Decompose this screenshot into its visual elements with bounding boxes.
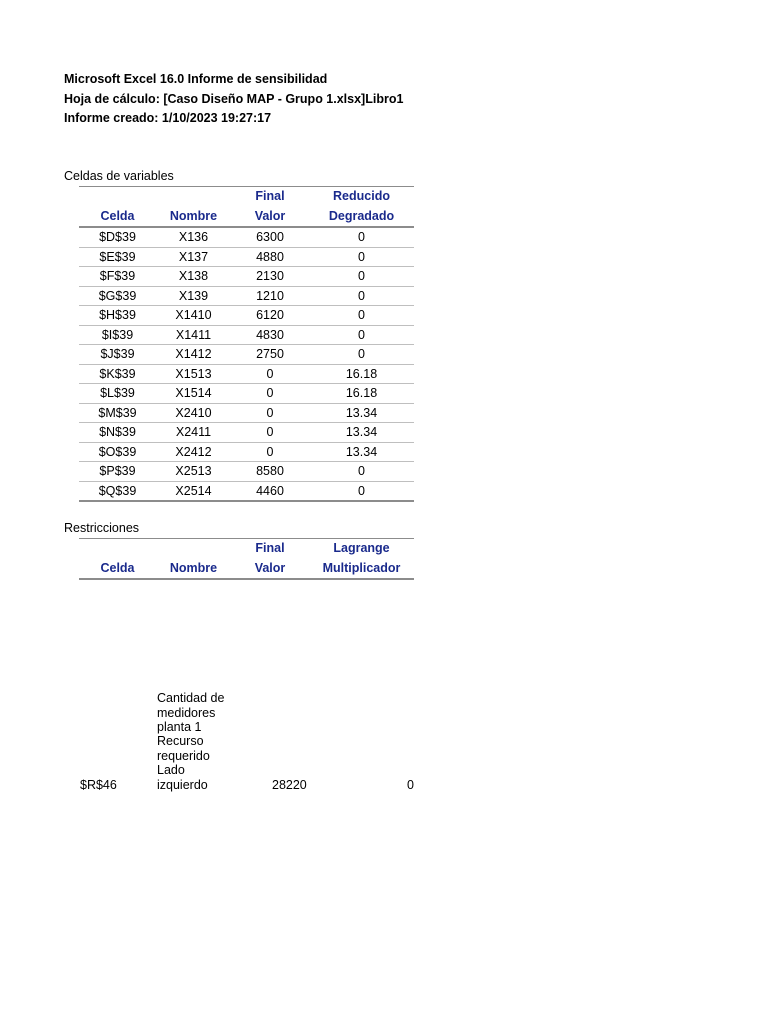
cell-degradado: 13.34: [309, 423, 414, 443]
cell-celda: $O$39: [79, 442, 156, 462]
header-final: Final: [231, 187, 309, 207]
table-row: [79, 267, 414, 287]
cell-valor: 4460: [231, 481, 309, 501]
header-lagrange: Lagrange: [309, 539, 414, 559]
restricciones-section-label: Restricciones: [64, 521, 140, 535]
variables-table: [79, 186, 414, 502]
header-nombre: Nombre: [156, 207, 231, 228]
cell-degradado: 0: [309, 247, 414, 267]
cell-nombre: X1514: [156, 384, 231, 404]
restricciones-header-row-1: [79, 539, 414, 559]
header-valor: Valor: [231, 559, 309, 580]
header-multiplicador: Multiplicador: [309, 559, 414, 580]
header-final: Final: [231, 539, 309, 559]
header-valor: Valor: [231, 207, 309, 228]
cell-valor: 0: [231, 384, 309, 404]
cell-celda: $Q$39: [79, 481, 156, 501]
cell-degradado: 0: [309, 306, 414, 326]
header-celda: Celda: [79, 559, 156, 580]
cell-nombre: X2411: [156, 423, 231, 443]
cell-valor: 8580: [231, 462, 309, 482]
variables-section-label: Celdas de variables: [64, 169, 174, 183]
cell-nombre: X2410: [156, 403, 231, 423]
cell-celda: $F$39: [79, 267, 156, 287]
cell-valor: 0: [231, 442, 309, 462]
cell-celda: $J$39: [79, 345, 156, 365]
restricciones-table: [79, 538, 414, 580]
header-nombre: Nombre: [156, 559, 231, 580]
cell-valor: 4830: [231, 325, 309, 345]
cell-nombre: X136: [156, 227, 231, 247]
table-row: [79, 247, 414, 267]
table-row: [79, 481, 414, 501]
table-row: [79, 442, 414, 462]
table-row: [79, 403, 414, 423]
cell-nombre: X138: [156, 267, 231, 287]
table-row: [79, 462, 414, 482]
cell-degradado: 0: [309, 286, 414, 306]
cell-celda: $I$39: [79, 325, 156, 345]
nombre-line: requerido: [157, 748, 210, 763]
cell-valor: 0: [231, 403, 309, 423]
cell-nombre: X139: [156, 286, 231, 306]
restriccion-celda: $R$46: [80, 778, 117, 792]
cell-degradado: 13.34: [309, 442, 414, 462]
cell-celda: $N$39: [79, 423, 156, 443]
cell-nombre: X137: [156, 247, 231, 267]
restriccion-multiplicador: 0: [407, 778, 414, 792]
table-row: [79, 423, 414, 443]
cell-valor: 0: [231, 364, 309, 384]
cell-valor: 4880: [231, 247, 309, 267]
cell-valor: 6300: [231, 227, 309, 247]
variables-header-row-2: [79, 207, 414, 228]
report-worksheet: Hoja de cálculo: [Caso Diseño MAP - Grupo 1.xlsx]Libro1: [64, 91, 404, 106]
cell-nombre: X1411: [156, 325, 231, 345]
cell-nombre: X2513: [156, 462, 231, 482]
restriccion-row: [0, 688, 768, 792]
nombre-line: medidores: [157, 705, 216, 720]
restriccion-nombre: [157, 691, 237, 792]
table-row: [79, 384, 414, 404]
cell-celda: $E$39: [79, 247, 156, 267]
cell-celda: $G$39: [79, 286, 156, 306]
cell-celda: $D$39: [79, 227, 156, 247]
restricciones-header-row-2: [79, 559, 414, 580]
cell-degradado: 0: [309, 481, 414, 501]
table-row: [79, 364, 414, 384]
cell-valor: 0: [231, 423, 309, 443]
nombre-line: izquierdo: [157, 777, 208, 792]
cell-celda: $H$39: [79, 306, 156, 326]
cell-degradado: 0: [309, 227, 414, 247]
cell-degradado: 16.18: [309, 384, 414, 404]
table-row: [79, 345, 414, 365]
cell-celda: $K$39: [79, 364, 156, 384]
report-header: [64, 70, 403, 129]
report-title: Microsoft Excel 16.0 Informe de sensibilidad: [64, 72, 328, 86]
cell-valor: 1210: [231, 286, 309, 306]
nombre-line: Cantidad de: [157, 691, 225, 706]
cell-nombre: X2412: [156, 442, 231, 462]
header-degradado: Degradado: [309, 207, 414, 228]
cell-degradado: 0: [309, 325, 414, 345]
cell-nombre: X1513: [156, 364, 231, 384]
table-row: [79, 286, 414, 306]
cell-celda: $M$39: [79, 403, 156, 423]
nombre-line: planta 1: [157, 719, 202, 734]
cell-degradado: 0: [309, 462, 414, 482]
table-row: [79, 227, 414, 247]
cell-nombre: X1410: [156, 306, 231, 326]
cell-degradado: 0: [309, 345, 414, 365]
cell-nombre: X1412: [156, 345, 231, 365]
cell-valor: 6120: [231, 306, 309, 326]
restriccion-valor: 28220: [272, 778, 307, 792]
cell-nombre: X2514: [156, 481, 231, 501]
table-row: [79, 325, 414, 345]
cell-valor: 2130: [231, 267, 309, 287]
cell-celda: $L$39: [79, 384, 156, 404]
variables-header-row-1: [79, 187, 414, 207]
cell-degradado: 13.34: [309, 403, 414, 423]
report-created: Informe creado: 1/10/2023 19:27:17: [64, 111, 272, 125]
nombre-line: Recurso: [157, 734, 204, 749]
header-celda: Celda: [79, 207, 156, 228]
cell-valor: 2750: [231, 345, 309, 365]
cell-degradado: 16.18: [309, 364, 414, 384]
header-reducido: Reducido: [309, 187, 414, 207]
cell-celda: $P$39: [79, 462, 156, 482]
table-row: [79, 306, 414, 326]
nombre-line: Lado: [157, 763, 185, 778]
cell-degradado: 0: [309, 267, 414, 287]
